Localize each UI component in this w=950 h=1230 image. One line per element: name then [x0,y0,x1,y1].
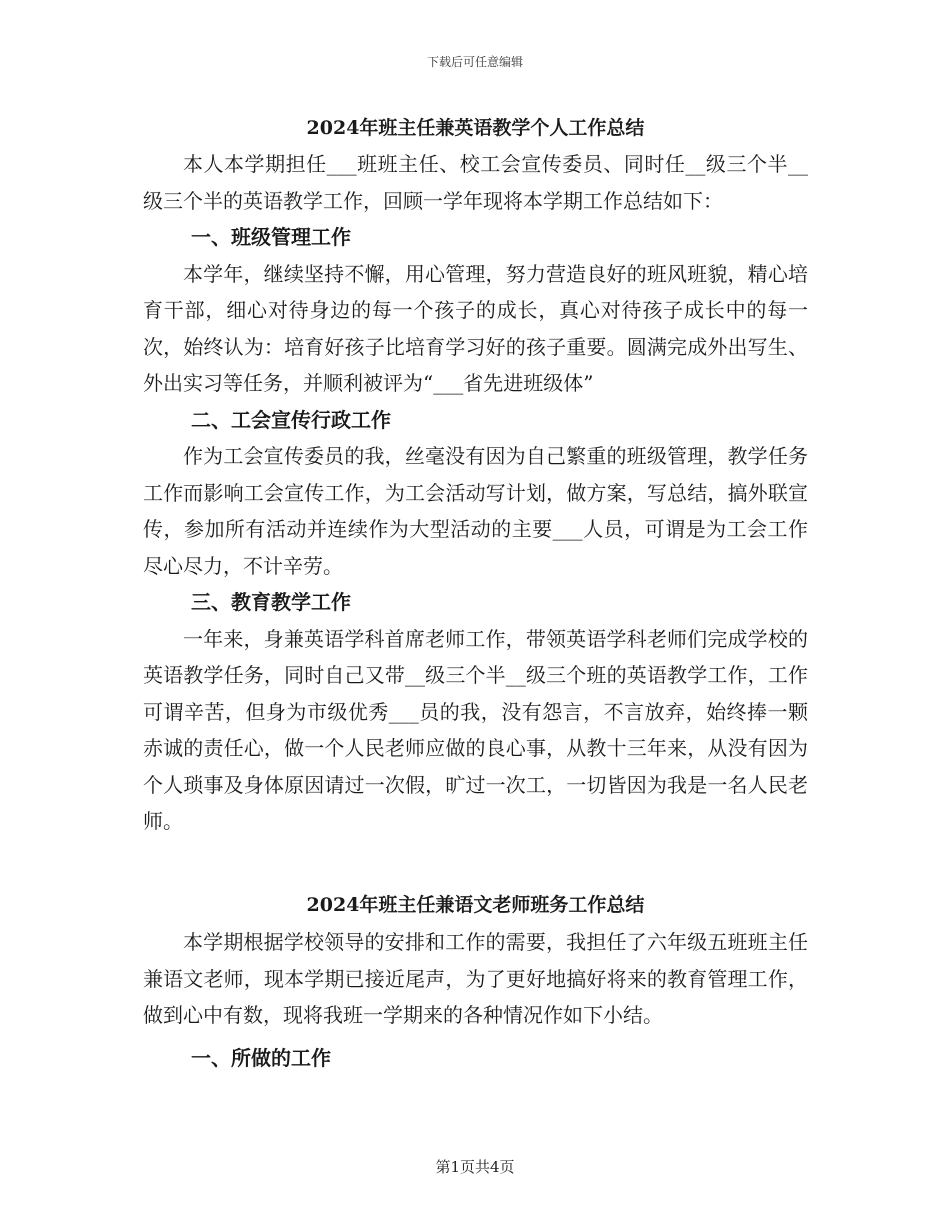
section-heading-class-management: 一、班级管理工作 [191,225,351,249]
section-body-teaching-work: 一年来，身兼英语学科首席老师工作，带领英语学科老师们完成学校的英语教学任务，同时自己又带__级三个半__级三个班的英语教学工作，工作可谓辛苦，但身为市级优秀___员的我，没有怨言，不言放弃，始终捧一颗赤诚的责任心，做一个人民老师应做的良心事，从教十三年来，从没有因为个人琐事及身体原因请过一次假，旷过一次工，一切皆因为我是一名人民老师。 [143,626,808,833]
intro-paragraph-1: 本人本学期担任___班班主任、校工会宣传委员、同时任__级三个半__级三个半的英语教学工作，回顾一学年现将本学期工作总结如下： [143,152,808,213]
document-title-1: 2024年班主任兼英语教学个人工作总结 [306,117,645,139]
page-number: 第1页共4页 [435,1158,515,1176]
section-heading-work-done: 一、所做的工作 [191,1045,331,1070]
header-note: 下载后可任意编辑 [426,55,523,69]
document-title-2: 2024年班主任兼语文老师班务工作总结 [306,894,645,916]
intro-paragraph-2: 本学期根据学校领导的安排和工作的需要，我担任了六年级五班班主任兼语文老师，现本学期已接近尾声，为了更好地搞好将来的教育管理工作，做到心中有数，现将我班一学期来的各种情况作如下小结。 [143,930,808,1027]
section-body-union-work: 作为工会宣传委员的我，丝毫没有因为自己繁重的班级管理，教学任务工作而影响工会宣传工作，为工会活动写计划，做方案，写总结，搞外联宣传，参加所有活动并连续作为大型活动的主要___人员，可谓是为工会工作尽心尽力，不计辛劳。 [143,444,808,578]
section-heading-teaching-work: 三、教育教学工作 [191,590,351,614]
article-2-body [143,924,808,1076]
article-1-body [143,146,808,840]
section-body-class-management: 本学年，继续坚持不懈，用心管理，努力营造良好的班风班貌，精心培育干部，细心对待身边的每一个孩子的成长，真心对待孩子成长中的每一次，始终认为：培育好孩子比培育学习好的孩子重要。圆满完成外出写生、外出实习等任务，并顺利被评为“___省先进班级体” [143,261,808,395]
section-heading-union-work: 二、工会宣传行政工作 [191,407,391,432]
